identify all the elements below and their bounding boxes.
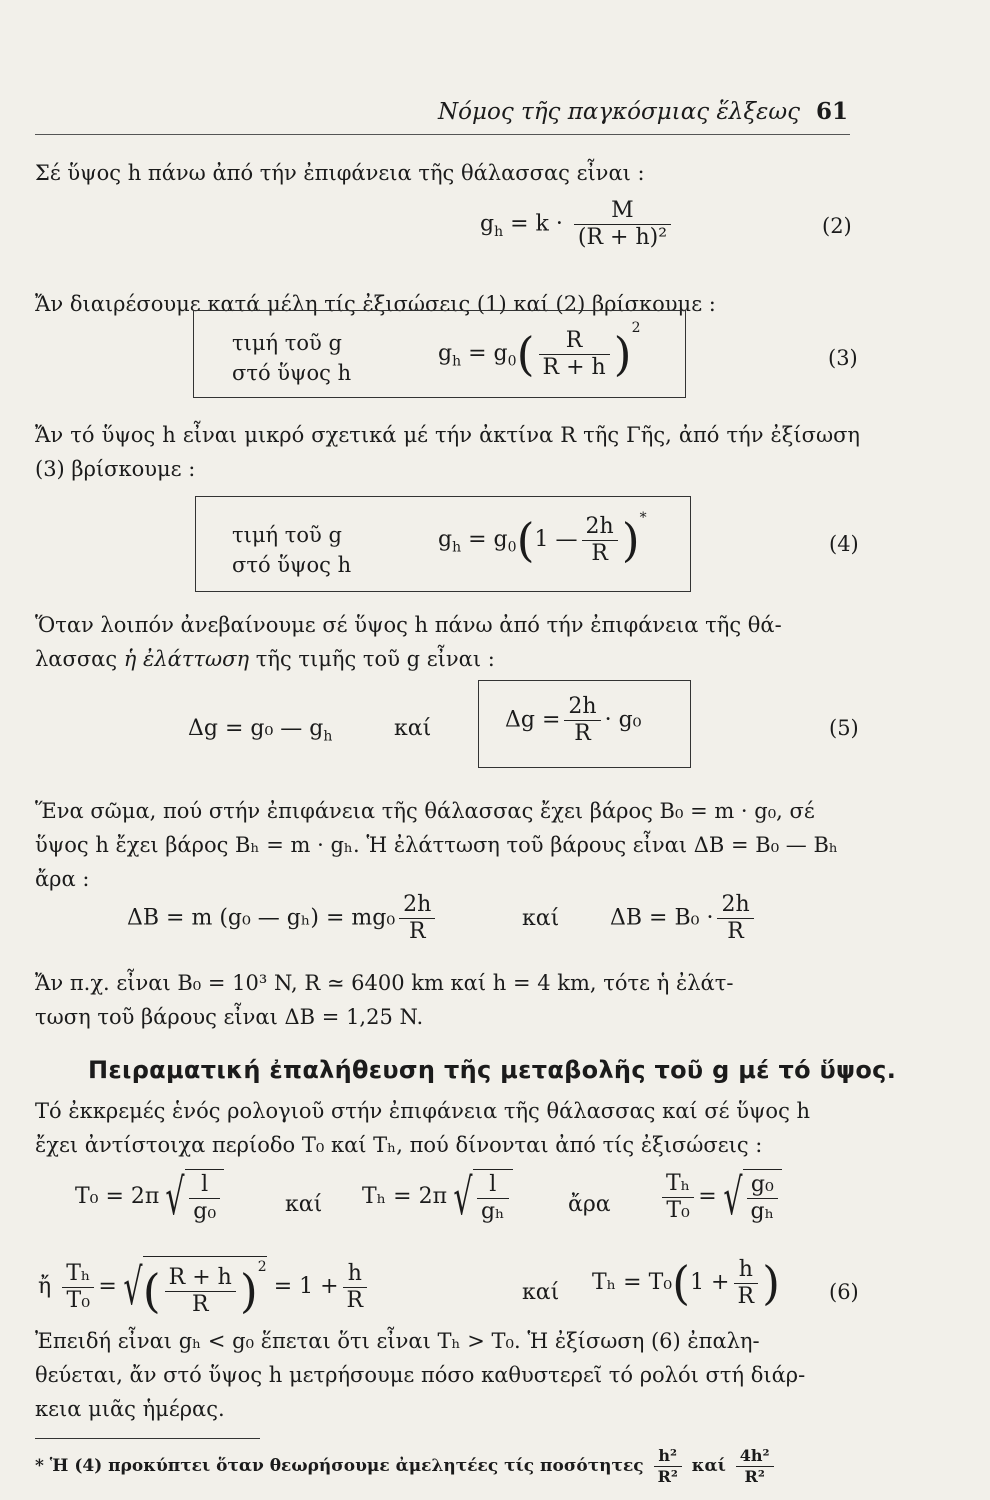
eq8-exp: 2 xyxy=(257,1259,267,1275)
box3-eq: = g xyxy=(468,341,508,366)
box4-formula: $g_h = g_0(1$ — $\frac{2h}{R}$ )* xyxy=(438,510,647,567)
eq7-kai: καί xyxy=(285,1192,323,1217)
eq7-t0 xyxy=(75,1168,224,1226)
eq6-right xyxy=(610,892,758,945)
eq8-eq: = xyxy=(98,1274,117,1299)
eq7-ara: ἄρα xyxy=(568,1192,611,1217)
paragraph-8a: Ἐπειδή εἶναι gₕ < g₀ ἕπεται ὅτι εἶναι Tₕ > T₀. Ἡ ἐξίσωση (6) ἐπαλη- xyxy=(35,1329,760,1353)
eq8-den-a: T₀ xyxy=(66,1287,91,1313)
eq8-den-c: R xyxy=(346,1287,364,1313)
eq7-sqrt-d: √ $\frac{\text{g₀}}{\text{gₕ}}$ xyxy=(717,1168,782,1226)
paragraph-8c: κεια μιᾶς ἡμέρας. xyxy=(35,1397,225,1421)
p4b-pre: λασσας xyxy=(35,647,118,671)
paragraph-5c: ἄρα : xyxy=(35,867,90,891)
eq7-sqrt-b: √ $\frac{l}{\text{gₕ}}$ xyxy=(447,1168,512,1226)
box3-label1: τιμή τοῦ g xyxy=(232,331,342,355)
eq7-th-text: Tₕ = 2π xyxy=(362,1184,448,1209)
eq7-den-d: gₕ xyxy=(750,1199,775,1224)
box4-one: 1 — xyxy=(534,527,578,552)
footnote-num2: 4h² xyxy=(736,1446,774,1467)
eq5-box-lhs: Δg = xyxy=(505,707,561,733)
box3-lhs: g xyxy=(438,341,453,366)
eq6-fraction2 xyxy=(717,892,753,945)
box4-num: 2h xyxy=(582,514,618,541)
footnote-text: * Ἡ (4) προκύπτει ὅταν θεωρήσουμε ἀμελητέες τίς ποσότητες xyxy=(35,1456,644,1476)
eq5-left-text: Δg = g₀ — g xyxy=(188,716,324,741)
box4-label2: στό ὕψος h xyxy=(232,553,352,577)
eq7-den-c: T₀ xyxy=(666,1197,690,1223)
eq2-mid: = k · xyxy=(510,211,563,237)
paragraph-4b xyxy=(35,642,860,676)
eq7-frac-d xyxy=(747,1172,779,1225)
p4b-post: τῆς τιμῆς τοῦ g εἶναι : xyxy=(255,647,495,671)
eq7-th xyxy=(362,1168,513,1226)
paragraph-8b: θεύεται, ἄν στό ὕψος h μετρήσουμε πόσο καθυστερεῖ τό ρολόι στή διάρ- xyxy=(35,1363,806,1387)
footnote-den1: R² xyxy=(657,1467,678,1486)
eq5-left-sub: h xyxy=(323,728,333,745)
eq5-left xyxy=(188,716,332,744)
eq7-num-d: g₀ xyxy=(747,1172,779,1199)
eq8-num-a: Tₕ xyxy=(62,1261,94,1288)
eq3-label: (3) xyxy=(828,346,858,370)
eq7-num-b: l xyxy=(477,1172,509,1199)
running-header xyxy=(35,92,850,135)
eq6-right-text: ΔB = B₀ · xyxy=(610,905,714,931)
box3-exp: 2 xyxy=(631,320,641,336)
eq8-left xyxy=(38,1256,371,1318)
eq2-lhs-sub: h xyxy=(494,223,504,240)
box4-lhs-sub: h xyxy=(452,539,462,556)
eq8-num-c: h xyxy=(343,1261,368,1288)
eq2-fraction xyxy=(574,198,671,251)
box4-label1: τιμή τοῦ g xyxy=(232,523,342,547)
eq8-kai: καί xyxy=(522,1280,560,1305)
box3-num: R xyxy=(539,328,610,355)
paragraph-7a: Τό ἐκκρεμές ἑνός ρολογιοῦ στήν ἐπιφάνεια τῆς θάλασσας καί σέ ὕψος h xyxy=(35,1099,811,1123)
eq8-right: Tₕ = T₀(1 + $\frac{h}{R}$ ) xyxy=(592,1256,781,1310)
box3-den: R + h xyxy=(542,354,606,380)
eq6-left-text: ΔB = m (g₀ — gₕ) = mg₀ xyxy=(127,905,396,931)
eq5-kai: καί xyxy=(394,716,432,741)
footnote-kai: καί xyxy=(691,1456,726,1476)
eq8-frac-b xyxy=(165,1265,236,1318)
eq8-right-text: Tₕ = T₀ xyxy=(592,1270,673,1295)
footnote-num1: h² xyxy=(654,1446,682,1467)
eq8-frac-a xyxy=(62,1261,94,1314)
paragraph-2: Ἄν διαιρέσουμε κατά μέλη τίς ἐξισώσεις (1) καί (2) βρίσκουμε : xyxy=(35,292,716,316)
paragraph-4a: Ὅταν λοιπόν ἀνεβαίνουμε σέ ὕψος h πάνω ἀπό τήν ἐπιφάνεια τῆς θά- xyxy=(35,613,782,637)
paragraph-1: Σέ ὕψος h πάνω ἀπό τήν ἐπιφάνεια τῆς θάλασσας εἶναι : xyxy=(35,161,645,185)
box3-lhs-sub: h xyxy=(452,353,462,370)
eq6-fraction1 xyxy=(399,892,435,945)
footnote-rule xyxy=(35,1438,260,1439)
footnote-frac1 xyxy=(654,1446,682,1487)
box4-fraction xyxy=(582,514,618,567)
box4-den: R xyxy=(591,540,608,566)
paragraph-7b: ἔχει ἀντίστοιχα περίοδο T₀ καί Tₕ, πού δίνονται ἀπό τίς ἐξισώσεις : xyxy=(35,1133,763,1157)
eq5-label: (5) xyxy=(829,716,859,740)
eq5-tail: · g₀ xyxy=(604,707,642,733)
box4-lhs: g xyxy=(438,527,453,552)
eq6-num2: 2h xyxy=(717,892,753,919)
eq8-frac-c xyxy=(343,1261,368,1314)
eq7-eq: = xyxy=(698,1184,717,1209)
eq8-mid: = 1 + xyxy=(273,1274,339,1299)
eq8-num-d: h xyxy=(734,1257,759,1284)
eq5-num: 2h xyxy=(564,694,600,721)
p4b-emphasis: ἡ ἐλάττωση xyxy=(123,647,250,671)
eq6-label: (6) xyxy=(829,1280,859,1304)
footnote-den2: R² xyxy=(744,1467,765,1486)
equation-2 xyxy=(480,198,675,251)
box3-label2: στό ὕψος h xyxy=(232,361,352,385)
eq8-frac-d xyxy=(734,1257,759,1310)
eq6-den2: R xyxy=(727,919,744,944)
eq7-frac-b xyxy=(477,1172,509,1225)
eq2-label: (2) xyxy=(822,214,852,238)
footnote-frac2 xyxy=(736,1446,774,1487)
eq2-den: (R + h)² xyxy=(577,225,668,250)
eq4-label: (4) xyxy=(829,532,859,556)
box3-eq-sub: 0 xyxy=(507,353,517,370)
box4-eq: = g xyxy=(468,527,508,552)
eq7-frac-c xyxy=(662,1171,694,1224)
eq8-den-b: R xyxy=(191,1291,209,1317)
eq8-sqrt: √( $\frac{R + h}{R}$ )$^2$ xyxy=(123,1258,267,1318)
eq6-num1: 2h xyxy=(399,892,435,919)
eq8-num-b: R + h xyxy=(165,1265,236,1292)
eq7-den-b: gₕ xyxy=(480,1199,505,1224)
eq6-kai: καί xyxy=(522,906,560,931)
paragraph-6b: τωση τοῦ βάρους εἶναι ΔB = 1,25 N. xyxy=(35,1005,424,1029)
eq2-lhs: g xyxy=(480,211,495,237)
paragraph-3: Ἄν τό ὕψος h εἶναι μικρό σχετικά μέ τήν ἀκτίνα R τῆς Γῆς, ἀπό τήν ἐξίσωση (3) βρίσκουμε : xyxy=(35,423,860,481)
box3-fraction xyxy=(539,328,610,381)
eq5-boxed xyxy=(505,694,641,747)
paragraph-6a: Ἄν π.χ. εἶναι B₀ = 10³ N, R ≃ 6400 km καί h = 4 km, τότε ἡ ἐλάτ- xyxy=(35,971,734,995)
eq5-fraction xyxy=(564,694,600,747)
eq8-one: 1 + xyxy=(690,1270,730,1295)
paragraph-5a: Ἕνα σῶμα, πού στήν ἐπιφάνεια τῆς θάλασσας ἔχει βάρος B₀ = m · g₀, σέ xyxy=(35,799,815,823)
eq8-eta: ἤ xyxy=(38,1274,52,1299)
eq8-den-d: R xyxy=(737,1283,755,1309)
eq7-num-c: Tₕ xyxy=(662,1171,694,1198)
eq7-num-a: l xyxy=(189,1172,220,1199)
box3-formula: $g_h = g_0$( $\frac{R}{R + h}$ )$^2$ xyxy=(438,320,641,381)
eq6-den1: R xyxy=(408,919,426,944)
eq7-sqrt-a: √ $\frac{l}{\text{g₀}}$ xyxy=(159,1168,224,1226)
box4-labels xyxy=(232,520,351,580)
header-title: Νόμος τῆς παγκόσμιας ἕλξεως xyxy=(438,99,800,125)
box4-eq-sub: 0 xyxy=(507,539,517,556)
eq7-den-a: g₀ xyxy=(193,1199,217,1224)
eq6-left xyxy=(127,892,439,945)
page-number: 61 xyxy=(815,98,848,125)
box4-footnote-mark: * xyxy=(639,510,647,526)
eq7-ratio xyxy=(658,1168,782,1226)
eq7-t0-text: T₀ = 2π xyxy=(75,1184,160,1209)
section-heading: Πειραματική ἐπαλήθευση τῆς μεταβολῆς τοῦ g μέ τό ὕψος. xyxy=(88,1056,897,1084)
eq7-frac-a xyxy=(189,1172,220,1225)
paragraph-5b: ὕψος h ἔχει βάρος Bₕ = m · gₕ. Ἡ ἐλάττωση τοῦ βάρους εἶναι ΔB = B₀ — Bₕ xyxy=(35,833,838,857)
footnote xyxy=(35,1446,778,1487)
box3-labels xyxy=(232,328,351,388)
eq2-num: M xyxy=(574,198,671,225)
eq5-den: R xyxy=(574,721,591,746)
